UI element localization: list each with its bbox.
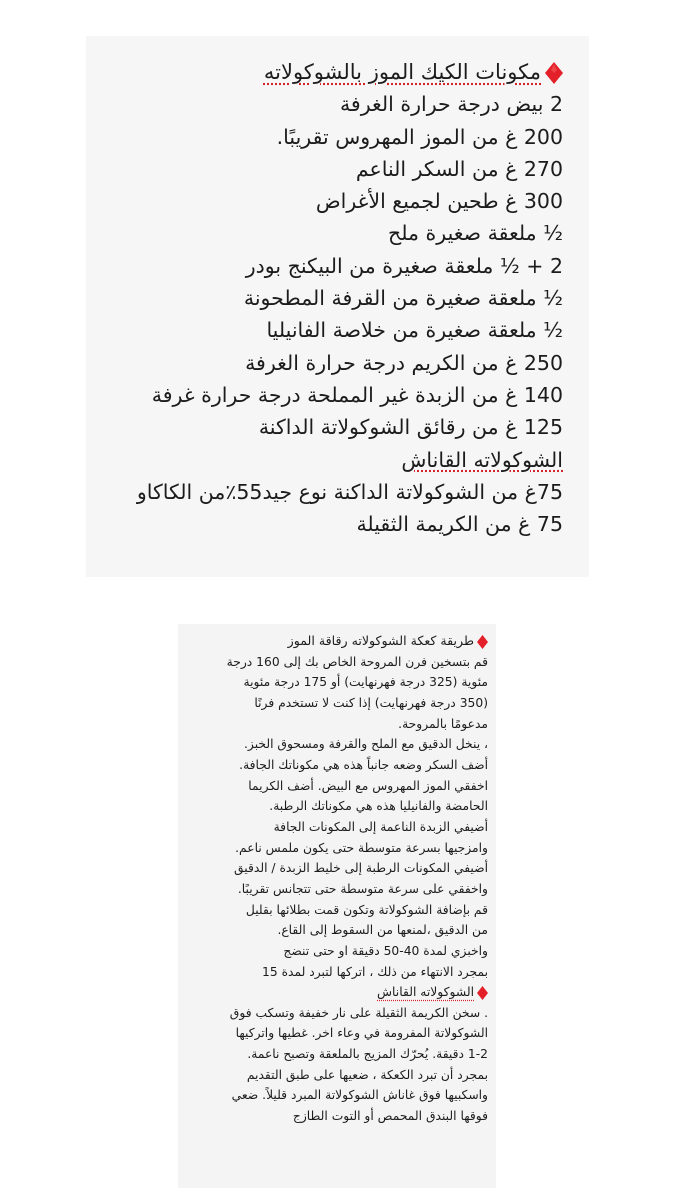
method-line: (350 درجة فهرنهايت) إذا كنت لا تستخدم فرنًا <box>254 695 488 710</box>
ingredient-line: 75غ من الشوكولاتة الداكنة نوع جيد55٪من الكاكاو <box>136 479 563 504</box>
ingredient-line: 125 غ من رقائق الشوكولاتة الداكنة <box>258 415 563 440</box>
method-line: أضيفي الزبدة الناعمة إلى المكونات الجافة <box>273 819 488 834</box>
method-line: وامزجيها بسرعة متوسطة حتى يكون ملمس ناعم. <box>235 840 488 855</box>
method-line: فوقها البندق المحمص أو التوت الطازج <box>292 1109 488 1124</box>
method-line: الحامضة والفانيليا هذه هي مكوناتك الرطبة. <box>269 799 488 814</box>
method-ganache-heading <box>186 982 488 1003</box>
method-line: أضف السكر وضعه جانباً هذه هي مكوناتك الجافة. <box>239 757 488 772</box>
method-card <box>178 624 496 1188</box>
ingredient-line: ½ ملعقة صغيرة من خلاصة الفانيليا <box>266 318 563 343</box>
ingredients-card <box>86 36 589 577</box>
method-line: واخبزي لمدة 40-50 دقيقة او حتى تنضج <box>283 943 488 958</box>
method-title-line <box>186 631 488 652</box>
ingredient-line: 2 + ½ ملعقة صغيرة من البيكنج بودر <box>245 253 563 278</box>
ingredient-line: 140 غ من الزبدة غير المملحة درجة حرارة غرفة <box>151 382 563 407</box>
method-line: اخفقي الموز المهروس مع البيض. أضف الكريما <box>248 778 488 793</box>
ingredient-line: 270 غ من السكر الناعم <box>355 156 563 181</box>
method-line: أضيفي المكونات الرطبة إلى خليط الزبدة / الدقيق <box>234 861 488 876</box>
method-line: . سخن الكريمة الثقيلة على نار خفيفة وتسكب فوق <box>229 1005 488 1020</box>
red-diamond-icon <box>477 635 488 649</box>
ingredient-line: 200 غ من الموز المهروس تقريبًا. <box>276 124 563 149</box>
ingredients-title-line <box>98 56 563 88</box>
red-diamond-icon <box>545 62 563 84</box>
method-title: طريقة كعكة الشوكولاته رقاقة الموز <box>287 633 474 648</box>
ingredient-line: 250 غ من الكريم درجة حرارة الغرفة <box>245 350 563 375</box>
method-line: قم بإضافة الشوكولاتة وتكون قمت بطلائها بقليل <box>245 902 488 917</box>
method-line: قم بتسخين فرن المروحة الخاص بك إلى 160 درجة <box>226 654 488 669</box>
ingredient-line: 2 بيض درجة حرارة الغرفة <box>339 92 563 117</box>
method-line: ، ينخل الدقيق مع الملح والقرفة ومسحوق الخبز. <box>244 737 488 752</box>
method-ganache-heading-text: الشوكولاته القاناش <box>377 985 474 1000</box>
red-diamond-icon <box>477 986 488 1000</box>
method-line: مئوية (325 درجة فهرنهايت) أو 175 درجة مئوية <box>243 675 488 690</box>
method-line: من الدقيق ،لمنعها من السقوط إلى القاع. <box>277 923 488 938</box>
method-line: مدعومًا بالمروحة. <box>398 716 488 731</box>
method-line: بمجرد الانتهاء من ذلك ، اتركها لتبرد لمدة 15 <box>262 964 488 979</box>
method-line: واخفقي على سرعة متوسطة حتى تتجانس تقريبًا. <box>237 881 488 896</box>
method-line: الشوكولاتة المفرومة في وعاء اخر. غطيها واتركيها <box>235 1026 488 1041</box>
method-line: واسكبيها فوق غاناش الشوكولاتة المبرد قليلاً. ضعي <box>231 1088 488 1103</box>
method-line: 1-2 دقيقة. يُحرّك المزيج بالملعقة وتصبح ناعمة. <box>247 1047 488 1062</box>
ingredients-title: مكونات الكيك الموز بالشوكولاته <box>263 60 541 84</box>
ingredient-line: 75 غ من الكريمة الثقيلة <box>356 512 563 537</box>
ingredient-line: 300 غ طحين لجميع الأغراض <box>315 189 563 214</box>
ganache-heading: الشوكولاته القاناش <box>401 447 563 472</box>
ingredient-line: ½ ملعقة صغيرة ملح <box>388 221 563 246</box>
method-line: بمجرد أن تبرد الكعكة ، ضعيها على طبق التقديم <box>246 1067 488 1082</box>
ingredient-line: ½ ملعقة صغيرة من القرفة المطحونة <box>243 286 563 311</box>
